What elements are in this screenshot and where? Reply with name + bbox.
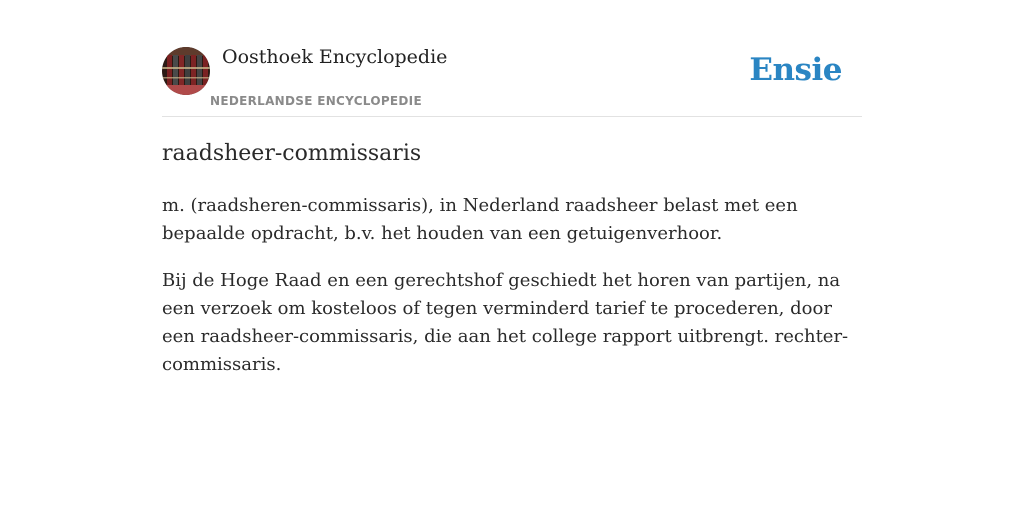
site-title-link[interactable]: Oosthoek Encyclopedie bbox=[222, 46, 448, 68]
site-header bbox=[162, 0, 862, 117]
ensie-logo-link[interactable]: Ensie bbox=[749, 52, 842, 88]
article-paragraph: m. (raadsheren-commissaris), in Nederland raadsheer belast met een bepaalde opdracht, b.v. het houden van een getuigenverhoor. bbox=[162, 195, 798, 244]
article-paragraph: Bij de Hoge Raad en een gerechtshof geschiedt het horen van partijen, na een verzoek om kosteloos of tegen verminderd tarief te procederen, door een raadsheer-commissaris, die aan het college rapport uitbrengt. rechter-commissaris. bbox=[162, 270, 849, 375]
site-subtitle: NEDERLANDSE ENCYCLOPEDIE bbox=[210, 94, 422, 108]
article-title: raadsheer-commissaris bbox=[162, 141, 422, 166]
article-body bbox=[162, 192, 862, 398]
page-wrapper bbox=[162, 0, 862, 375]
encyclopedia-avatar-icon[interactable] bbox=[162, 47, 210, 95]
